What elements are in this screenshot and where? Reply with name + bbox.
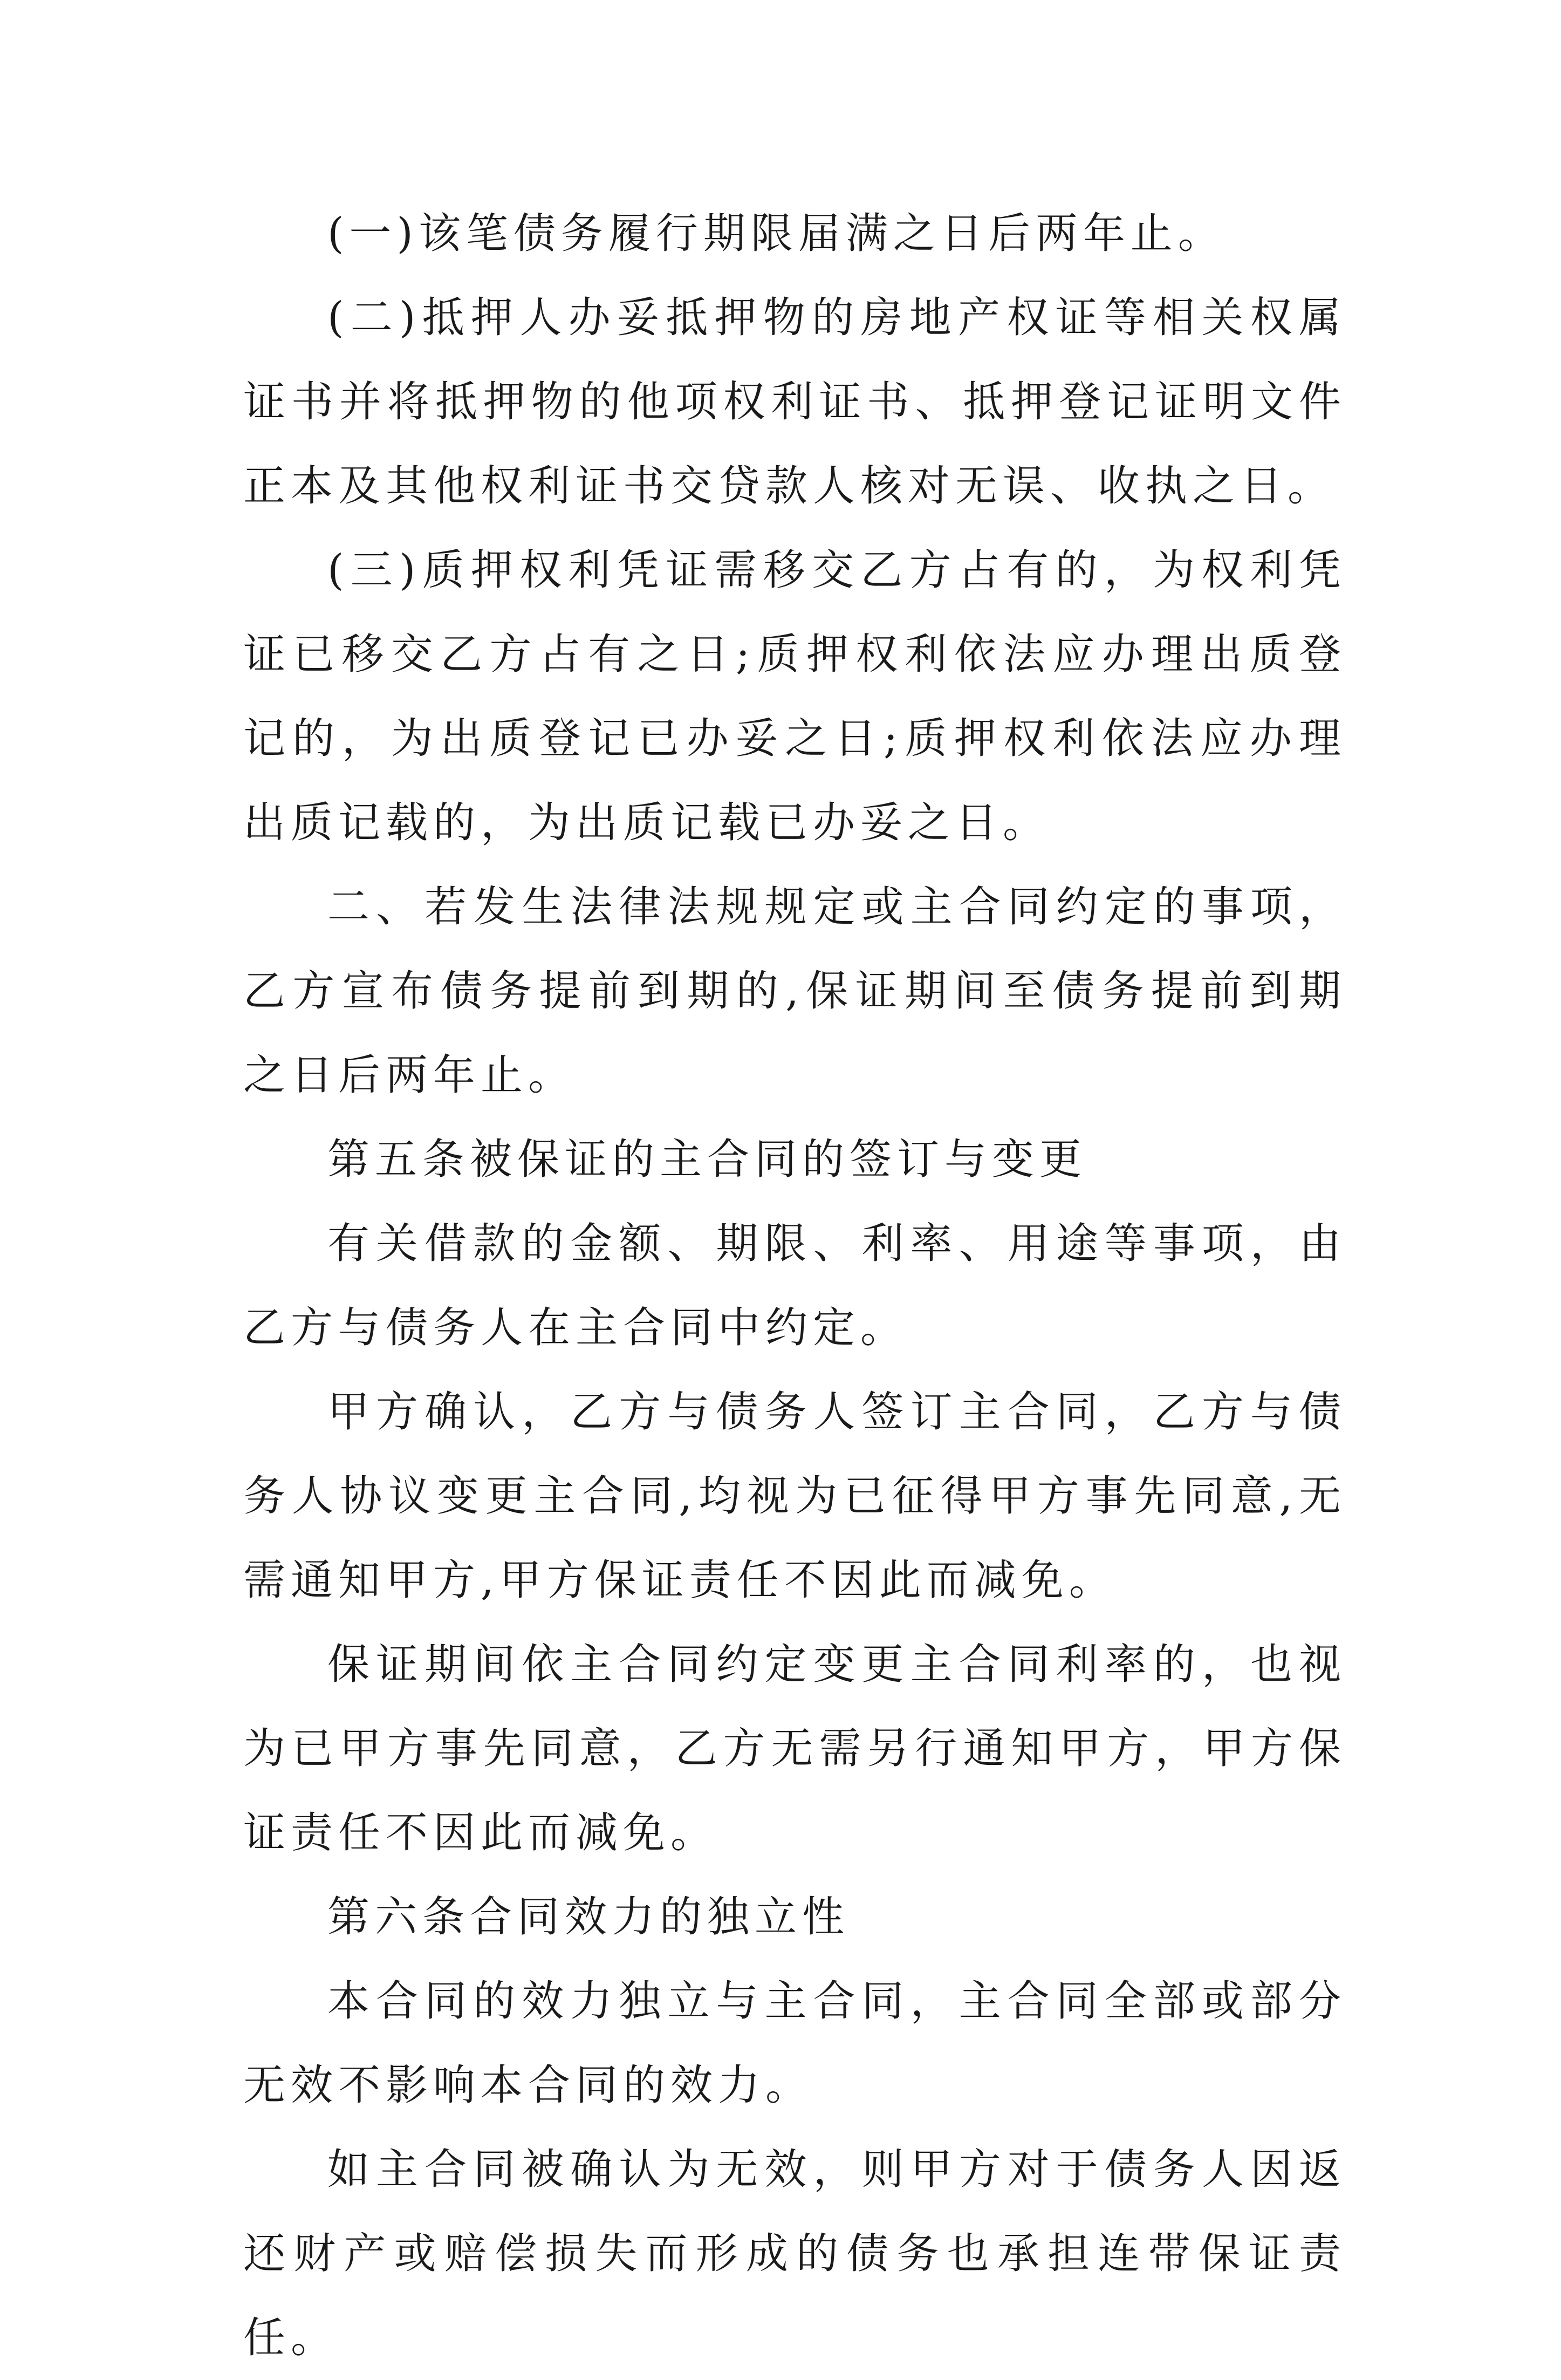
paragraph-invalidity: 如主合同被确认为无效，则甲方对于债务人因返还财产或赔偿损失而形成的债务也承担连带保证责任。 (243, 2145, 1346, 2362)
paragraph-loan-terms: 有关借款的金额、期限、利率、用途等事项，由乙方与债务人在主合同中约定。 (243, 1219, 1346, 1352)
paragraph-early-maturity: 二、若发生法律法规规定或主合同约定的事项，乙方宣布债务提前到期的,保证期间至债务提前到期之日后两年止。 (243, 883, 1346, 1100)
paragraph-clause-3: (三)质押权利凭证需移交乙方占有的，为权利凭证已移交乙方占有之日;质押权利依法应办理出质登记的，为出质登记已办妥之日;质押权利依法应办理出质记载的，为出质记载已办妥之日。 (243, 546, 1346, 847)
article-6-heading: 第六条合同效力的独立性 (327, 1893, 850, 1941)
paragraph-independence: 本合同的效力独立与主合同，主合同全部或部分无效不影响本合同的效力。 (243, 1977, 1346, 2110)
article-5-heading: 第五条被保证的主合同的签订与变更 (327, 1135, 1087, 1184)
paragraph-clause-1: (一)该笔债务履行期限届满之日后两年止。 (327, 209, 1225, 258)
paragraph-interest-change: 保证期间依主合同约定变更主合同利率的，也视为已甲方事先同意，乙方无需另行通知甲方，甲方保证责任不因此而减免。 (243, 1640, 1346, 1857)
paragraph-confirmation: 甲方确认，乙方与债务人签订主合同，乙方与债务人协议变更主合同,均视为已征得甲方事先同意,无需通知甲方,甲方保证责任不因此而减免。 (243, 1388, 1346, 1605)
paragraph-clause-2: (二)抵押人办妥抵押物的房地产权证等相关权属证书并将抵押物的他项权利证书、抵押登记证明文件正本及其他权利证书交贷款人核对无误、收执之日。 (243, 294, 1346, 510)
document-body (243, 192, 1346, 2380)
